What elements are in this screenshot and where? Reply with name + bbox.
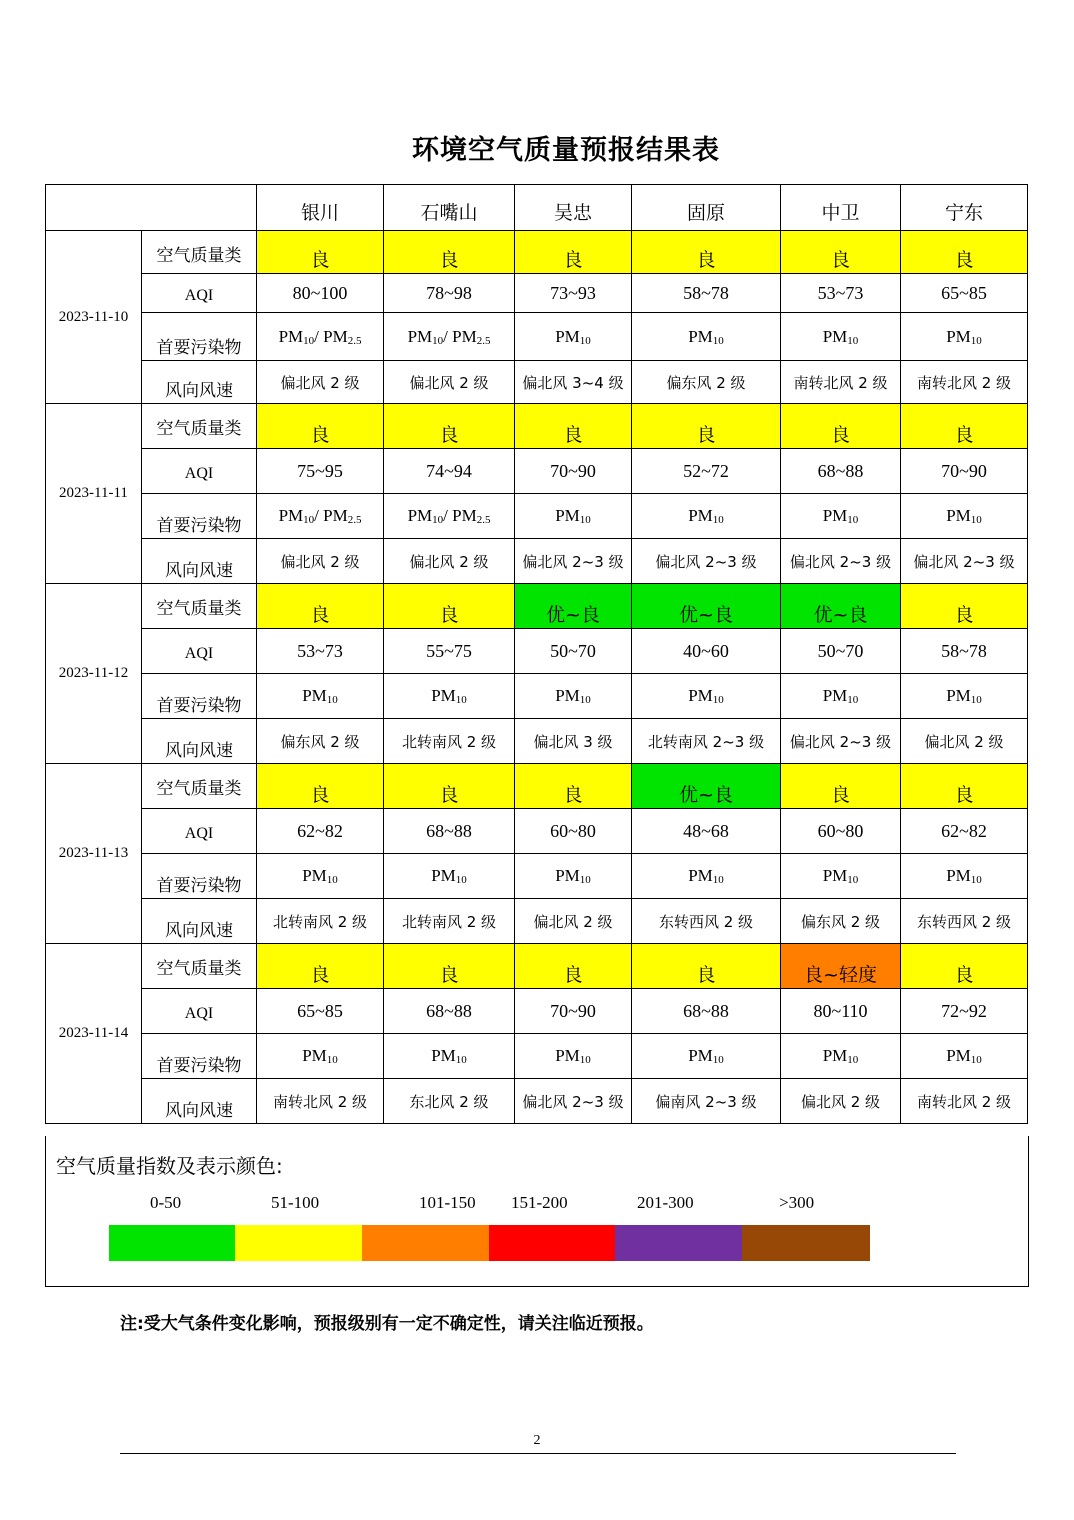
date-cell: 2023-11-14	[46, 944, 142, 1124]
primary-pollutant-cell: $PM_{10}$	[901, 1034, 1028, 1079]
date-cell: 2023-11-10	[46, 231, 142, 404]
air-quality-category-cell: 良	[384, 404, 515, 449]
primary-pollutant-cell: $PM_{10}$	[515, 674, 632, 719]
wind-cell: 偏北风 2~3 级	[781, 719, 901, 764]
aqi-cell: 80~100	[257, 274, 384, 313]
air-quality-category-cell: 良	[781, 764, 901, 809]
aqi-cell: 60~80	[781, 809, 901, 854]
header-corner-cell	[46, 185, 257, 231]
aqi-cell: 40~60	[632, 629, 781, 674]
wind-cell: 南转北风 2 级	[901, 361, 1028, 404]
primary-pollutant-cell: $PM_{10}$	[632, 494, 781, 539]
primary-pollutant-cell: $PM_{10}$	[901, 674, 1028, 719]
air-quality-category-cell: 良	[901, 231, 1028, 274]
air-quality-category-cell: 良	[384, 231, 515, 274]
air-quality-category-cell: 良	[632, 944, 781, 989]
wind-cell: 东北风 2 级	[384, 1079, 515, 1124]
city-header: 固原	[632, 185, 781, 231]
wind-cell: 偏东风 2 级	[781, 899, 901, 944]
row-label-category: 空气质量类	[142, 231, 257, 274]
primary-pollutant-cell: $PM_{10}$	[257, 674, 384, 719]
table-row	[46, 404, 1028, 449]
air-quality-category-cell: 良	[257, 944, 384, 989]
wind-cell: 偏北风 2 级	[257, 539, 384, 584]
wind-cell: 偏北风 2~3 级	[781, 539, 901, 584]
wind-cell: 偏北风 2 级	[515, 899, 632, 944]
table-row	[46, 899, 1028, 944]
aqi-cell: 70~90	[901, 449, 1028, 494]
forecast-table	[45, 184, 1028, 1124]
aqi-cell: 50~70	[515, 629, 632, 674]
aqi-cell: 52~72	[632, 449, 781, 494]
wind-cell: 南转北风 2 级	[901, 1079, 1028, 1124]
city-header: 吴忠	[515, 185, 632, 231]
air-quality-category-cell: 优~良	[632, 764, 781, 809]
wind-cell: 南转北风 2 级	[781, 361, 901, 404]
air-quality-category-cell: 良	[901, 764, 1028, 809]
air-quality-category-cell: 良	[901, 404, 1028, 449]
row-label-wind: 风向风速	[142, 719, 257, 764]
air-quality-category-cell: 良	[384, 764, 515, 809]
primary-pollutant-cell: $PM_{10}$	[384, 854, 515, 899]
row-label-aqi: AQI	[142, 449, 257, 494]
aqi-cell: 62~82	[901, 809, 1028, 854]
row-label-aqi: AQI	[142, 989, 257, 1034]
air-quality-category-cell: 良	[781, 404, 901, 449]
row-label-pollutant: 首要污染物	[142, 313, 257, 361]
primary-pollutant-cell: $PM_{10}$	[632, 313, 781, 361]
legend-color-swatch	[109, 1225, 235, 1261]
legend-range-label: 101-150	[419, 1193, 476, 1212]
primary-pollutant-cell: $PM_{10}$	[515, 1034, 632, 1079]
row-label-category: 空气质量类	[142, 944, 257, 989]
primary-pollutant-cell: $PM_{10}$	[515, 494, 632, 539]
air-quality-category-cell: 良	[515, 764, 632, 809]
date-cell: 2023-11-12	[46, 584, 142, 764]
primary-pollutant-cell: $PM_{10}$	[384, 1034, 515, 1079]
table-row	[46, 449, 1028, 494]
primary-pollutant-cell: $PM_{10}/$ $PM_{2.5}$	[384, 313, 515, 361]
air-quality-category-cell: 优~良	[781, 584, 901, 629]
legend-range-label: >300	[779, 1193, 815, 1212]
city-header: 中卫	[781, 185, 901, 231]
air-quality-category-cell: 良	[257, 764, 384, 809]
row-label-aqi: AQI	[142, 809, 257, 854]
row-label-category: 空气质量类	[142, 764, 257, 809]
air-quality-category-cell: 良	[384, 944, 515, 989]
primary-pollutant-cell: $PM_{10}$	[632, 854, 781, 899]
page-number: 2	[533, 1433, 541, 1448]
primary-pollutant-cell: $PM_{10}$	[632, 1034, 781, 1079]
primary-pollutant-cell: $PM_{10}$	[781, 313, 901, 361]
aqi-cell: 80~110	[781, 989, 901, 1034]
legend-range-label: 151-200	[511, 1193, 568, 1212]
wind-cell: 偏北风 2 级	[901, 719, 1028, 764]
aqi-cell: 65~85	[257, 989, 384, 1034]
primary-pollutant-cell: $PM_{10}$	[257, 854, 384, 899]
aqi-cell: 73~93	[515, 274, 632, 313]
air-quality-category-cell: 优~良	[515, 584, 632, 629]
aqi-cell: 75~95	[257, 449, 384, 494]
primary-pollutant-cell: $PM_{10}$	[515, 854, 632, 899]
primary-pollutant-cell: $PM_{10}$	[781, 494, 901, 539]
page-title: 环境空气质量预报结果表	[412, 135, 720, 166]
aqi-cell: 72~92	[901, 989, 1028, 1034]
aqi-cell: 60~80	[515, 809, 632, 854]
aqi-cell: 70~90	[515, 989, 632, 1034]
aqi-cell: 68~88	[632, 989, 781, 1034]
date-cell: 2023-11-13	[46, 764, 142, 944]
aqi-cell: 50~70	[781, 629, 901, 674]
air-quality-category-cell: 良	[515, 231, 632, 274]
air-quality-category-cell: 良	[632, 404, 781, 449]
aqi-cell: 74~94	[384, 449, 515, 494]
wind-cell: 偏北风 2~3 级	[901, 539, 1028, 584]
aqi-cell: 48~68	[632, 809, 781, 854]
legend-title: 空气质量指数及表示颜色:	[56, 1154, 283, 1178]
table-row	[46, 494, 1028, 539]
legend-color-swatch	[489, 1225, 615, 1261]
table-row	[46, 274, 1028, 313]
wind-cell: 偏东风 2 级	[257, 719, 384, 764]
air-quality-category-cell: 良	[515, 404, 632, 449]
legend-range-label: 201-300	[637, 1193, 694, 1212]
aqi-cell: 68~88	[384, 989, 515, 1034]
primary-pollutant-cell: $PM_{10}$	[901, 494, 1028, 539]
row-label-wind: 风向风速	[142, 539, 257, 584]
wind-cell: 东转西风 2 级	[901, 899, 1028, 944]
air-quality-category-cell: 良	[632, 231, 781, 274]
primary-pollutant-cell: $PM_{10}/$ $PM_{2.5}$	[257, 313, 384, 361]
wind-cell: 南转北风 2 级	[257, 1079, 384, 1124]
legend-range-label: 0-50	[150, 1193, 182, 1212]
air-quality-category-cell: 良	[384, 584, 515, 629]
wind-cell: 偏东风 2 级	[632, 361, 781, 404]
table-row	[46, 719, 1028, 764]
aqi-legend	[45, 1136, 1029, 1287]
wind-cell: 北转南风 2 级	[384, 899, 515, 944]
aqi-cell: 58~78	[901, 629, 1028, 674]
primary-pollutant-cell: $PM_{10}$	[781, 674, 901, 719]
wind-cell: 偏北风 2~3 级	[515, 1079, 632, 1124]
air-quality-category-cell: 良	[257, 584, 384, 629]
primary-pollutant-cell: $PM_{10}$	[515, 313, 632, 361]
air-quality-category-cell: 良	[901, 944, 1028, 989]
wind-cell: 偏北风 2 级	[781, 1079, 901, 1124]
forecast-note: 注:受大气条件变化影响，预报级别有一定不确定性，请关注临近预报。	[120, 1314, 654, 1334]
row-label-aqi: AQI	[142, 629, 257, 674]
aqi-cell: 53~73	[257, 629, 384, 674]
table-row	[46, 629, 1028, 674]
wind-cell: 偏南风 2~3 级	[632, 1079, 781, 1124]
table-row	[46, 231, 1028, 274]
aqi-cell: 65~85	[901, 274, 1028, 313]
footer-rule	[120, 1453, 956, 1454]
row-label-pollutant: 首要污染物	[142, 854, 257, 899]
wind-cell: 偏北风 2~3 级	[515, 539, 632, 584]
aqi-cell: 78~98	[384, 274, 515, 313]
row-label-wind: 风向风速	[142, 361, 257, 404]
wind-cell: 北转南风 2 级	[257, 899, 384, 944]
row-label-wind: 风向风速	[142, 899, 257, 944]
table-row	[46, 854, 1028, 899]
air-quality-category-cell: 良	[257, 404, 384, 449]
air-quality-category-cell: 优~良	[632, 584, 781, 629]
wind-cell: 偏北风 2 级	[384, 361, 515, 404]
table-row	[46, 944, 1028, 989]
table-row	[46, 1034, 1028, 1079]
wind-cell: 东转西风 2 级	[632, 899, 781, 944]
primary-pollutant-cell: $PM_{10}$	[781, 854, 901, 899]
air-quality-category-cell: 良	[901, 584, 1028, 629]
table-row	[46, 584, 1028, 629]
air-quality-category-cell: 良	[257, 231, 384, 274]
wind-cell: 偏北风 2 级	[384, 539, 515, 584]
table-row	[46, 989, 1028, 1034]
row-label-pollutant: 首要污染物	[142, 494, 257, 539]
table-row	[46, 1079, 1028, 1124]
wind-cell: 偏北风 2~3 级	[632, 539, 781, 584]
primary-pollutant-cell: $PM_{10}$	[632, 674, 781, 719]
aqi-cell: 68~88	[384, 809, 515, 854]
legend-color-swatch	[362, 1225, 489, 1261]
wind-cell: 偏北风 3~4 级	[515, 361, 632, 404]
wind-cell: 北转南风 2 级	[384, 719, 515, 764]
aqi-cell: 70~90	[515, 449, 632, 494]
row-label-pollutant: 首要污染物	[142, 1034, 257, 1079]
primary-pollutant-cell: $PM_{10}$	[781, 1034, 901, 1079]
primary-pollutant-cell: $PM_{10}/$ $PM_{2.5}$	[257, 494, 384, 539]
aqi-cell: 62~82	[257, 809, 384, 854]
primary-pollutant-cell: $PM_{10}/$ $PM_{2.5}$	[384, 494, 515, 539]
row-label-pollutant: 首要污染物	[142, 674, 257, 719]
legend-range-label: 51-100	[271, 1193, 320, 1212]
table-row	[46, 674, 1028, 719]
date-cell: 2023-11-11	[46, 404, 142, 584]
wind-cell: 北转南风 2~3 级	[632, 719, 781, 764]
city-header: 银川	[257, 185, 384, 231]
aqi-cell: 55~75	[384, 629, 515, 674]
primary-pollutant-cell: $PM_{10}$	[384, 674, 515, 719]
primary-pollutant-cell: $PM_{10}$	[257, 1034, 384, 1079]
aqi-cell: 53~73	[781, 274, 901, 313]
wind-cell: 偏北风 2 级	[257, 361, 384, 404]
row-label-category: 空气质量类	[142, 404, 257, 449]
air-quality-category-cell: 良	[781, 231, 901, 274]
table-row	[46, 313, 1028, 361]
header-row	[46, 185, 1028, 231]
row-label-wind: 风向风速	[142, 1079, 257, 1124]
city-header: 宁东	[901, 185, 1028, 231]
aqi-cell: 68~88	[781, 449, 901, 494]
row-label-category: 空气质量类	[142, 584, 257, 629]
row-label-aqi: AQI	[142, 274, 257, 313]
aqi-cell: 58~78	[632, 274, 781, 313]
legend-color-swatch	[615, 1225, 742, 1261]
primary-pollutant-cell: $PM_{10}$	[901, 313, 1028, 361]
legend-color-swatch	[235, 1225, 362, 1261]
table-row	[46, 361, 1028, 404]
primary-pollutant-cell: $PM_{10}$	[901, 854, 1028, 899]
legend-color-swatch	[742, 1225, 870, 1261]
table-row	[46, 809, 1028, 854]
table-row	[46, 764, 1028, 809]
wind-cell: 偏北风 3 级	[515, 719, 632, 764]
air-quality-category-cell: 良~轻度	[781, 944, 901, 989]
air-quality-category-cell: 良	[515, 944, 632, 989]
table-row	[46, 539, 1028, 584]
city-header: 石嘴山	[384, 185, 515, 231]
